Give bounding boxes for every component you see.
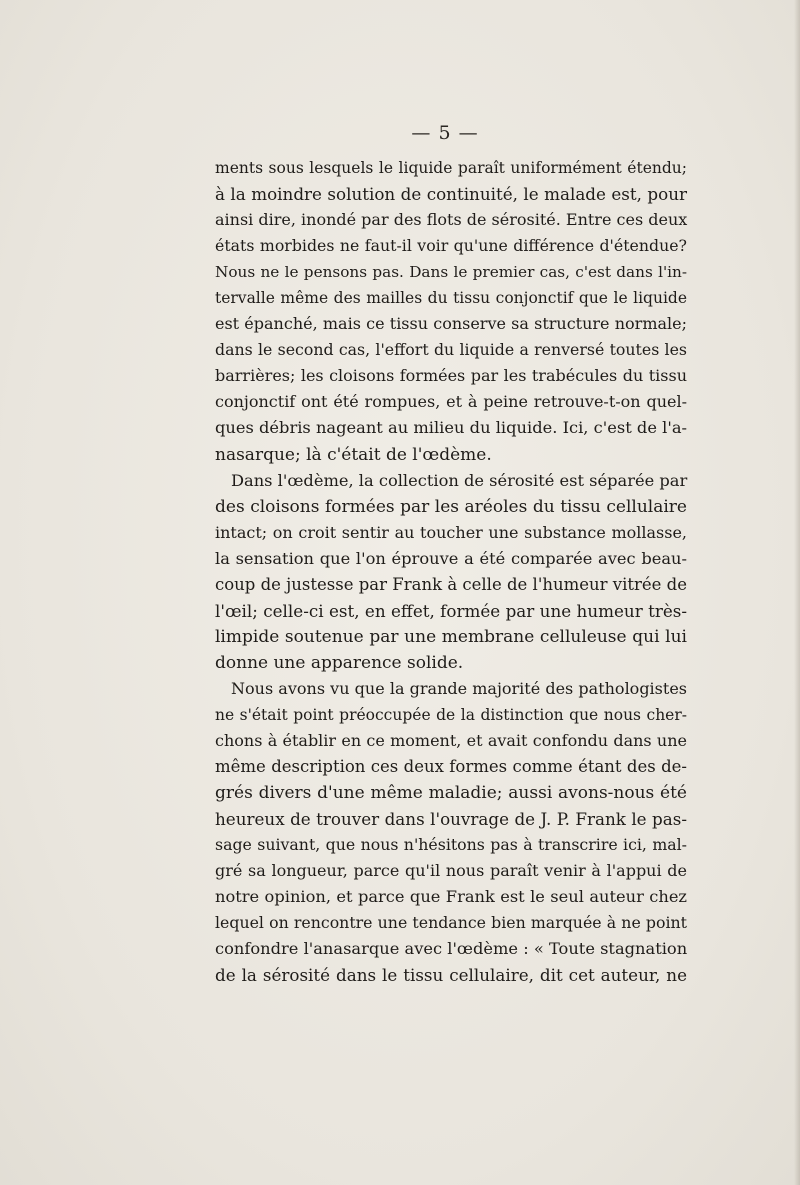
text-line: l'œil; celle-ci est, en effet, formée par une humeur très- (215, 600, 687, 621)
text-line: même description ces deux formes comme étant des de- (215, 757, 687, 777)
text-line: ne s'était point préoccupée de la distinction que nous cher- (215, 705, 687, 724)
text-line: intact; on croit sentir au toucher une substance mollasse, (215, 522, 687, 542)
text-line: dans le second cas, l'effort du liquide a renversé toutes les (215, 340, 687, 360)
text-line: heureux de trouver dans l'ouvrage de J. P. Frank le pas- (215, 809, 687, 830)
text-line: de la sérosité dans le tissu cellulaire, dit cet auteur, ne (215, 965, 687, 986)
text-line: limpide soutenue par une membrane celluleuse qui lui (215, 626, 687, 647)
text-line: est épanché, mais ce tissu conserve sa structure normale; (215, 314, 687, 334)
text-line: ques débris nageant au milieu du liquide. Ici, c'est de l'a- (215, 418, 687, 438)
text-line: Nous ne le pensons pas. Dans le premier cas, c'est dans l'in- (215, 263, 687, 282)
text-line: notre opinion, et parce que Frank est le seul auteur chez (215, 887, 687, 907)
text-line: ainsi dire, inondé par des flots de sérosité. Entre ces deux (215, 210, 688, 230)
text-line: sage suivant, que nous n'hésitons pas à transcrire ici, mal- (215, 835, 687, 855)
text-line: conjonctif ont été rompues, et à peine retrouve-t-on quel- (215, 392, 687, 412)
text-line: Dans l'œdème, la collection de sérosité est séparée par (231, 470, 688, 490)
text-line: donne une apparence solide. (215, 652, 464, 673)
text-line: grés divers d'une même maladie; aussi avons-nous été (215, 783, 687, 804)
text-line: tervalle même des mailles du tissu conjonctif que le liquide (215, 289, 687, 308)
text-line: barrières; les cloisons formées par les trabécules du tissu (215, 366, 687, 386)
page-number: — 5 — (411, 122, 479, 144)
text-line: nasarque; là c'était de l'œdème. (215, 444, 492, 465)
text-line: chons à établir en ce moment, et avait confondu dans une (215, 731, 687, 751)
text-line: lequel on rencontre une tendance bien marquée à ne point (215, 913, 687, 933)
text-line: la sensation que l'on éprouve a été comparée avec beau- (215, 548, 687, 568)
text-line: confondre l'anasarque avec l'œdème : « Toute stagnation (215, 939, 688, 959)
text-line: gré sa longueur, parce qu'il nous paraît venir à l'appui de (215, 861, 687, 881)
text-line: états morbides ne faut-il voir qu'une différence d'étendue? (215, 236, 687, 256)
text-line: coup de justesse par Frank à celle de l'humeur vitrée de (215, 574, 687, 594)
body-text (215, 155, 687, 989)
text-line: à la moindre solution de continuité, le malade est, pour (215, 184, 687, 205)
text-line: Nous avons vu que la grande majorité des pathologistes (231, 678, 687, 698)
page-edge-shadow (794, 0, 800, 1185)
text-line: des cloisons formées par les aréoles du tissu cellulaire (215, 496, 687, 517)
text-line: ments sous lesquels le liquide paraît uniformément étendu; (215, 159, 687, 177)
